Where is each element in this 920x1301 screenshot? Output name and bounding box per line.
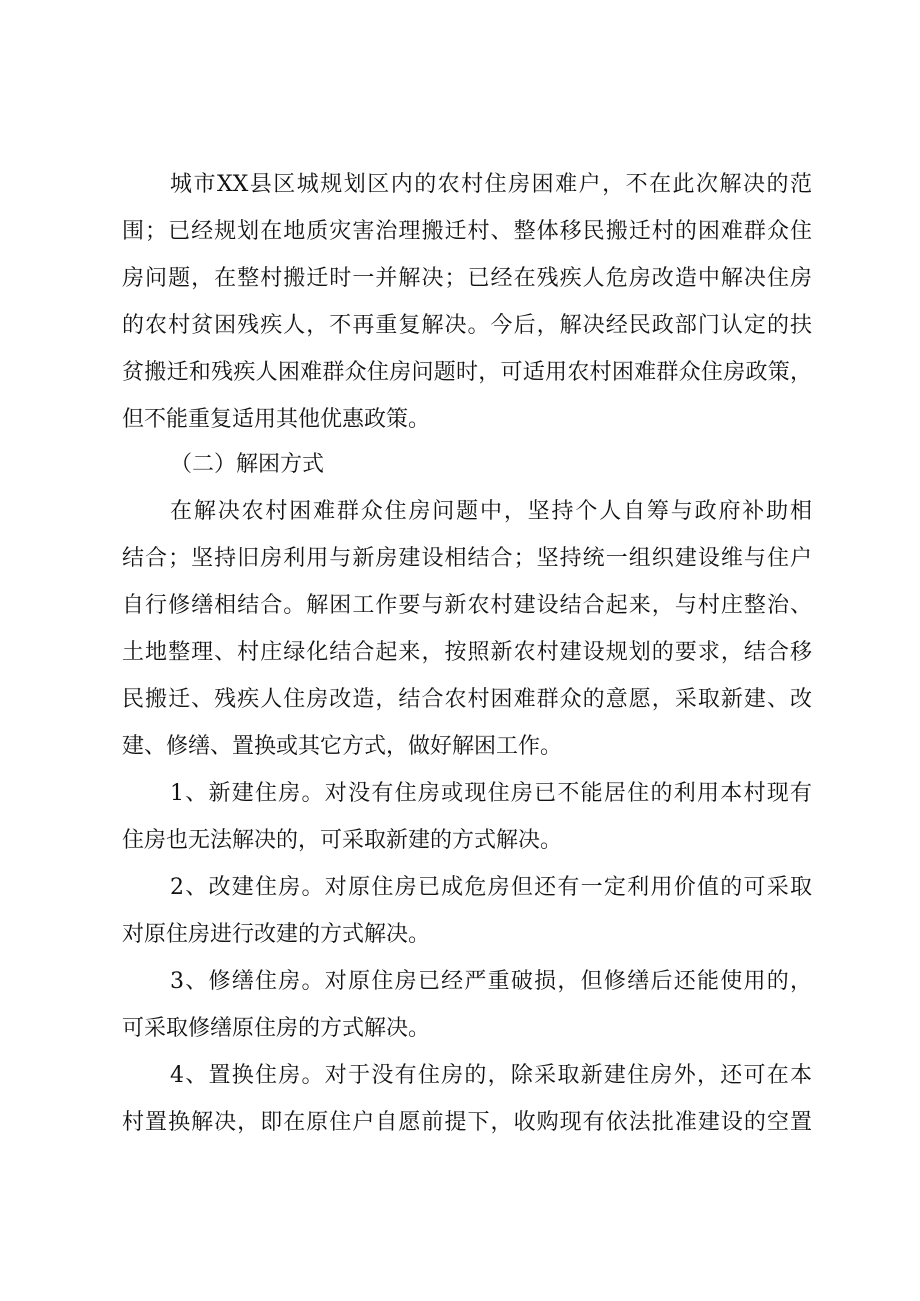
methods-line-6: 建、修缮、置换或其它方式，做好解困工作。: [122, 734, 563, 759]
intro-line-6: 但不能重复适用其他优惠政策。: [122, 407, 431, 432]
item-3-line-1: 3、修缮住房。对原住房已经严重破损，但修缮后还能使用的，: [170, 969, 812, 994]
methods-line-4: 土地整理、村庄绿化结合起来，按照新农村建设规划的要求，结合移: [122, 640, 812, 665]
section-heading: （二）解困方式: [170, 452, 325, 477]
item-4-line-2: 村置换解决，即在原住户自愿前提下，收购现有依法批准建设的空置: [122, 1110, 812, 1135]
intro-line-2: 围；已经规划在地质灾害治理搬迁村、整体移民搬迁村的困难群众住: [122, 219, 812, 244]
document-page: [122, 0, 812, 1301]
intro-line-3: 房问题，在整村搬迁时一并解决；已经在残疾人危房改造中解决住房: [122, 266, 812, 291]
item-2-line-1: 2、改建住房。对原住房已成危房但还有一定利用价值的可采取: [170, 875, 812, 900]
item-4-line-1: 4、置换住房。对于没有住房的，除采取新建住房外，还可在本: [170, 1063, 812, 1088]
item-1-line-1: 1、新建住房。对没有住房或现住房已不能居住的利用本村现有: [170, 781, 812, 806]
methods-line-3: 自行修缮相结合。解困工作要与新农村建设结合起来，与村庄整治、: [122, 593, 812, 618]
intro-line-5: 贫搬迁和残疾人困难群众住房问题时，可适用农村困难群众住房政策，: [122, 360, 812, 385]
methods-line-5: 民搬迁、残疾人住房改造，结合农村困难群众的意愿，采取新建、改: [122, 687, 812, 712]
item-2-line-2: 对原住房进行改建的方式解决。: [122, 922, 431, 947]
item-1-line-2: 住房也无法解决的，可采取新建的方式解决。: [122, 828, 563, 853]
intro-line-4: 的农村贫困残疾人，不再重复解决。今后，解决经民政部门认定的扶: [122, 313, 812, 338]
methods-line-1: 在解决农村困难群众住房问题中，坚持个人自筹与政府补助相: [170, 499, 812, 524]
methods-line-2: 结合；坚持旧房利用与新房建设相结合；坚持统一组织建设维与住户: [122, 546, 812, 571]
item-3-line-2: 可采取修缮原住房的方式解决。: [122, 1016, 431, 1041]
intro-line-1: 城市XX县区城规划区内的农村住房困难户，不在此次解决的范: [170, 172, 812, 197]
